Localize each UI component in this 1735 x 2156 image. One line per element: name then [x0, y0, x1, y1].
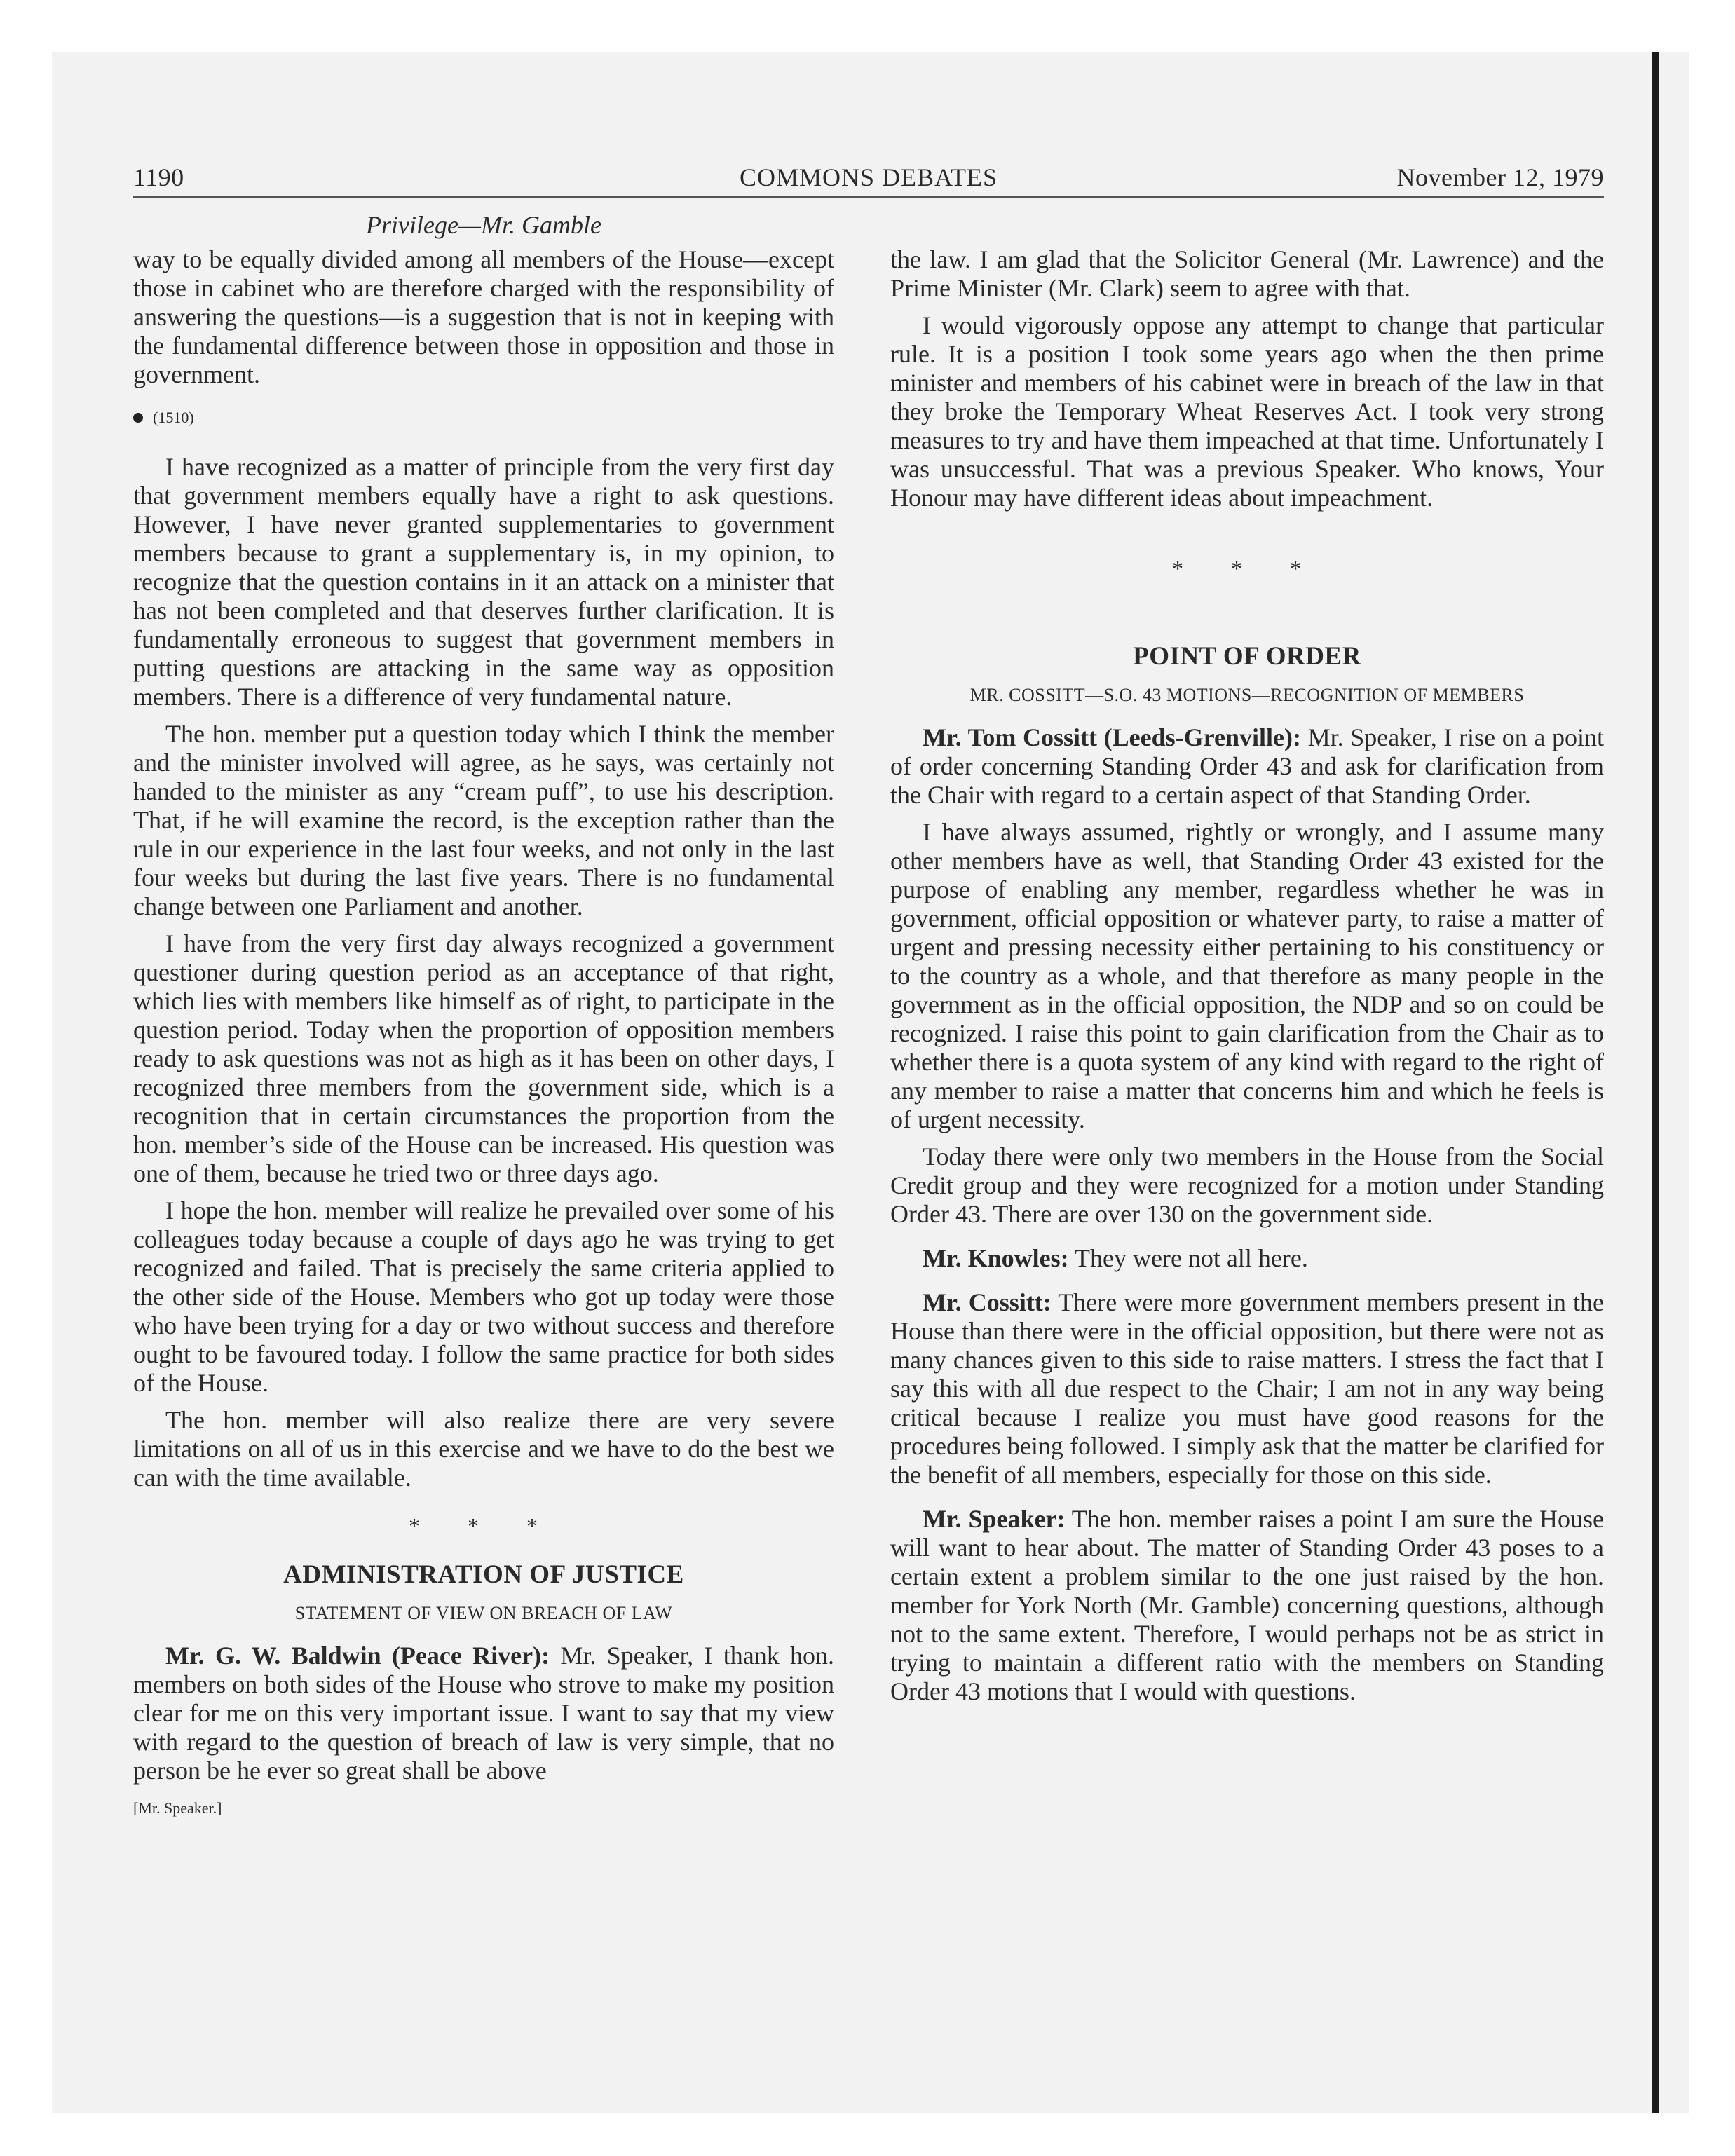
speech-text: Mr. Speaker, I thank hon. members on both sides of the House who strove to make my position clear for me on this very important issue. I want to say that my view with regard to the question of breach of law is very simple, that no person be he ever so great shall be above: [133, 1642, 835, 1785]
section-subheading: MR. COSSITT—S.O. 43 MOTIONS—RECOGNITION OF MEMBERS: [969, 685, 1525, 705]
section-separator: * * *: [1172, 556, 1322, 581]
page-edge-shadow: [1652, 52, 1659, 2113]
paragraph: I have always assumed, rightly or wrongly, and I assume many other members have as well, that Standing Order 43 existed for the purpose of enabling any member, regardless whether he was in government, official opposition or whatever party, to raise a matter of urgent and pressing necessity either pertaining to his constituency or to the country as a whole, and that therefore as many people in the government as in the official opposition, the NDP and so on could be recognized. I raise this point to gain clarification from the Chair as to whether there is a quota system of any kind with regard to the right of any member to raise a matter that concerns him and which he feels is of urgent necessity.: [890, 818, 1604, 1133]
speech-paragraph: [890, 1505, 1604, 1706]
speech-paragraph: [133, 1642, 834, 1785]
speaker-name: Mr. G. W. Baldwin (Peace River):: [165, 1642, 550, 1670]
section-subheading: STATEMENT OF VIEW ON BREACH OF LAW: [294, 1603, 673, 1623]
speech-text: They were not all here.: [1068, 1244, 1308, 1272]
speech-text: Mr. Speaker, I rise on a point of order concerning Standing Order 43 and ask for clarification from the Chair with regard to a certain aspect of that Standing Order.: [890, 723, 1604, 809]
publication-title: COMMONS DEBATES: [739, 163, 998, 191]
speech-paragraph: [890, 1244, 1604, 1273]
paragraph: way to be equally divided among all members of the House—except those in cabinet who are therefore charged with the responsibility of answering the questions—is a suggestion that is not in keeping with the fundamental difference between those in opposition and those in government.: [133, 245, 834, 388]
speech-paragraph: [890, 1288, 1604, 1489]
speaker-name: Mr. Cossitt:: [923, 1288, 1052, 1316]
paragraph: I would vigorously oppose any attempt to change that particular rule. It is a position I took some years ago when the then prime minister and members of his cabinet were in breach of the law in that they broke the Temporary Wheat Reserves Act. I took very strong measures to try and have them impeached at that time. Unfortunately I was unsuccessful. That was a previous Speaker. Who knows, Your Honour may have different ideas about impeachment.: [890, 311, 1604, 512]
paragraph: the law. I am glad that the Solicitor General (Mr. Lawrence) and the Prime Minister (Mr. Clark) seem to agree with that.: [890, 245, 1604, 302]
paragraph: The hon. member put a question today which I think the member and the minister involved will agree, as he says, was certainly not handed to the minister as any “cream puff”, to use his description. That, if he will examine the record, is the exception rather than the rule in our experience in the last four weeks, and not only in the last four weeks but during the last five years. There is no fundamental change between one Parliament and another.: [133, 720, 834, 920]
time-marker-label: (1510): [153, 409, 194, 426]
right-column: [890, 245, 1604, 1714]
page-number: 1190: [133, 163, 184, 191]
section-separator: * * *: [409, 1513, 559, 1538]
paragraph: I have from the very first day always recognized a government questioner during question period as an acceptance of that right, which lies with members like himself as of right, to participate in the question period. Today when the proportion of opposition members ready to ask questions was not as high as it has been on other days, I recognized three members from the government side, which is a recognition that in certain circumstances the proportion from the hon. member’s side of the House can be increased. His question was one of them, because he tried two or three days ago.: [133, 929, 834, 1187]
paragraph: The hon. member will also realize there are very severe limitations on all of us in this exercise and we have to do the best we can with the time available.: [133, 1406, 834, 1492]
paragraph: I hope the hon. member will realize he prevailed over some of his colleagues today because a couple of days ago he was trying to get recognized and failed. That is precisely the same criteria applied to the other side of the House. Members who got up today were those who have been trying for a day or two without success and therefore ought to be favoured today. I follow the same practice for both sides of the House.: [133, 1196, 834, 1397]
section-heading: POINT OF ORDER: [1133, 642, 1361, 671]
speaker-name: Mr. Tom Cossitt (Leeds-Grenville):: [923, 723, 1301, 751]
time-marker: [133, 403, 834, 432]
header-rule: [133, 196, 1604, 198]
running-head: Privilege—Mr. Gamble: [366, 211, 601, 239]
speech-text: There were more government members present in the House than there were in the official opposition, but there were not as many chances given to this side to raise matters. I stress the fact that I say this with all due respect to the Chair; I am not in any way being critical because I realize you must have good reasons for the procedures being followed. I simply ask that the matter be clarified for the benefit of all members, especially for those on this side.: [890, 1288, 1605, 1489]
speaker-name: Mr. Knowles:: [923, 1244, 1069, 1272]
speech-text: The hon. member raises a point I am sure the House will want to hear about. The matter of Standing Order 43 poses to a certain extent a problem similar to the one just raised by the hon. member for York North (Mr. Gamble) concerning questions, although not to the same extent. Therefore, I would perhaps not be as strict in trying to maintain a different ratio with the members on Standing Order 43 motions that I would with questions.: [890, 1505, 1604, 1705]
paragraph: I have recognized as a matter of principle from the very first day that government members equally have a right to ask questions. However, I have never granted supplementaries to government members because to grant a supplementary is, in my opinion, to recognize that the question contains in it an attack on a minister that has not been completed and that deserves further clarification. It is fundamentally erroneous to suggest that government members in putting questions are attacking in the same way as opposition members. There is a difference of very fundamental nature.: [133, 453, 834, 711]
section-heading: ADMINISTRATION OF JUSTICE: [283, 1560, 684, 1589]
speaker-footnote: [Mr. Speaker.]: [133, 1799, 222, 1817]
speech-paragraph: [890, 723, 1604, 810]
bullet-icon: [133, 413, 143, 423]
speaker-name: Mr. Speaker:: [923, 1505, 1066, 1533]
sitting-date: November 12, 1979: [1396, 163, 1604, 191]
left-column: [133, 245, 834, 1822]
paragraph: Today there were only two members in the House from the Social Credit group and they were recognized for a motion under Standing Order 43. There are over 130 on the government side.: [890, 1142, 1604, 1228]
